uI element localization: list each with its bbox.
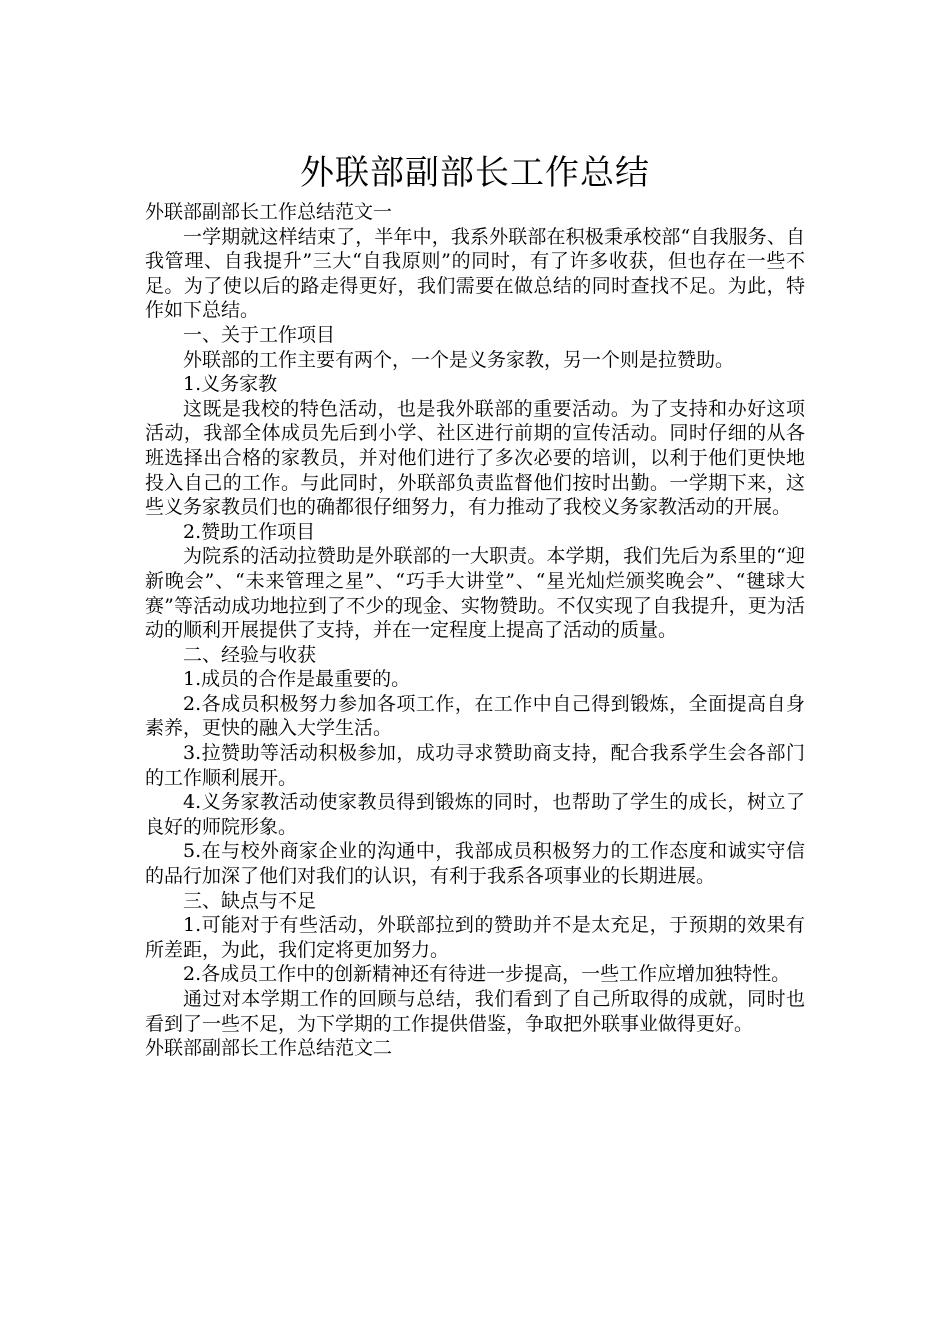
body-paragraph: 一学期就这样结束了，半年中，我系外联部在积极秉承校部“自我服务、自我管理、自我提升”三大“自我原则”的同时，有了许多收获，但也存在一些不足。为了使以后的路走得更好，我们需要在做总结的同时查找不足。为此，特作如下总结。 [145,225,805,322]
document-body [145,200,805,1061]
body-paragraph: 1.可能对于有些活动，外联部拉到的赞助并不是太充足，于预期的效果有所差距，为此，我们定将更加努力。 [145,914,805,961]
body-paragraph: 三、缺点与不足 [183,889,317,912]
body-paragraph: 外联部的工作主要有两个，一个是义务家教，另一个则是拉赞助。 [183,348,735,371]
body-paragraph: 这既是我校的特色活动，也是我外联部的重要活动。为了支持和办好这项活动，我部全体成员先后到小学、社区进行前期的宣传活动。同时仔细的从各班选择出合格的家教员，并对他们进行了多次必要的培训，以利于他们更快地投入自己的工作。与此同时，外联部负责监督他们按时出勤。一学期下来，这些义务家教员们也的确都很仔细努力，有力推动了我校义务家教活动的开展。 [145,397,805,519]
body-paragraph: 2.赞助工作项目 [183,520,316,543]
document-title: 外联部副部长工作总结 [300,152,650,193]
section-heading: 外联部副部长工作总结范文二 [145,1037,393,1060]
body-paragraph: 二、经验与收获 [183,643,317,666]
body-paragraph: 1.义务家教 [183,373,278,396]
body-paragraph: 为院系的活动拉赞助是外联部的一大职责。本学期，我们先后为系里的“迎新晚会”、“未来管理之星”、“巧手大讲堂”、“星光灿烂颁奖晚会”、“毽球大赛”等活动成功地拉到了不少的现金、实物赞助。不仅实现了自我提升，更为活动的顺利开展提供了支持，并在一定程度上提高了活动的质量。 [145,545,805,642]
body-paragraph: 通过对本学期工作的回顾与总结，我们看到了自己所取得的成就，同时也看到了一些不足，为下学期的工作提供借鉴，争取把外联事业做得更好。 [145,988,805,1035]
body-paragraph: 3.拉赞助等活动积极参加，成功寻求赞助商支持，配合我系学生会各部门的工作顺利展开。 [145,742,805,789]
body-paragraph: 1.成员的合作是最重要的。 [183,668,411,691]
body-paragraph: 4.义务家教活动使家教员得到锻炼的同时，也帮助了学生的成长，树立了良好的师院形象。 [145,791,805,838]
body-paragraph: 5.在与校外商家企业的沟通中，我部成员积极努力的工作态度和诚实守信的品行加深了他们对我们的认识，有利于我系各项事业的长期进展。 [145,840,805,888]
section-heading: 外联部副部长工作总结范文一 [145,201,393,223]
body-paragraph: 2.各成员积极努力参加各项工作，在工作中自己得到锻炼，全面提高自身素养，更快的融入大学生活。 [145,692,805,740]
body-paragraph: 2.各成员工作中的创新精神还有待进一步提高，一些工作应增加独特性。 [183,963,791,986]
body-paragraph: 一、关于工作项目 [183,323,336,346]
